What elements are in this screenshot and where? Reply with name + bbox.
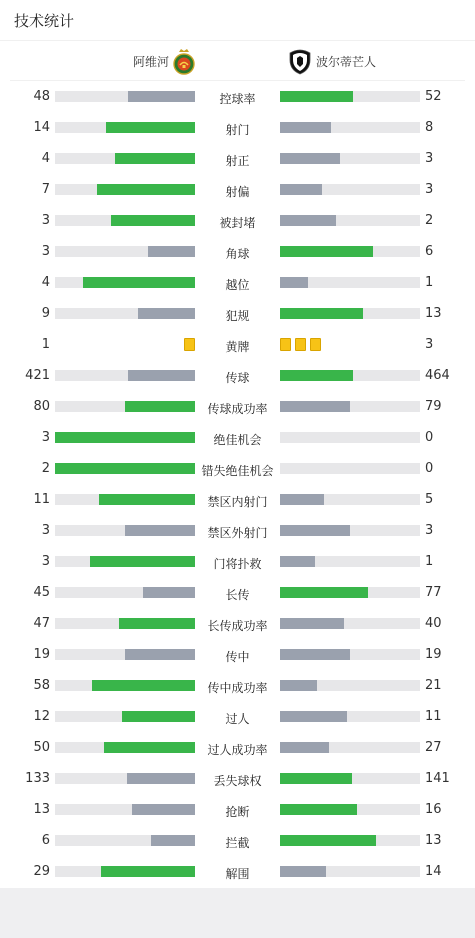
away-stat-bar-fill (280, 587, 368, 598)
away-stat-bar (280, 556, 420, 567)
stat-label: 门将扑救 (213, 557, 262, 571)
stat-label: 传球 (225, 371, 250, 385)
away-stat-bar (280, 246, 420, 257)
away-team-name: 波尔蒂芒人 (316, 55, 377, 69)
home-stat-bar-fill (111, 215, 195, 226)
home-stat-bar-fill (125, 401, 195, 412)
home-stat-value: 1 (41, 337, 50, 352)
away-stat-value: 13 (425, 833, 442, 848)
stat-row (0, 174, 475, 205)
stat-row (0, 484, 475, 515)
home-stat-value: 3 (41, 523, 50, 538)
away-stat-bar-fill (280, 804, 357, 815)
home-stat-bar-fill (99, 494, 195, 505)
away-stat-bar-fill (280, 680, 317, 691)
home-stat-bar (55, 835, 195, 846)
stat-row (0, 515, 475, 546)
stat-row (0, 670, 475, 701)
away-stat-bar (280, 277, 420, 288)
stat-row (0, 701, 475, 732)
away-stat-bar (280, 215, 420, 226)
stat-row (0, 143, 475, 174)
stat-label: 角球 (225, 247, 250, 261)
away-stat-value: 77 (425, 585, 442, 600)
stat-label: 传中 (225, 650, 250, 664)
home-stat-bar (55, 277, 195, 288)
away-stat-value: 14 (425, 864, 442, 879)
stat-label: 错失绝佳机会 (201, 464, 274, 478)
away-stat-value: 52 (425, 89, 442, 104)
home-stat-value: 133 (25, 771, 50, 786)
stat-label: 黄牌 (225, 340, 250, 354)
away-stat-bar (280, 587, 420, 598)
home-stat-bar (55, 742, 195, 753)
home-stat-bar (55, 866, 195, 877)
away-stat-value: 79 (425, 399, 442, 414)
away-stat-value: 3 (425, 151, 434, 166)
away-stat-bar (280, 804, 420, 815)
home-stat-bar (55, 618, 195, 629)
away-stat-value: 2 (425, 213, 434, 228)
stat-label: 越位 (225, 278, 250, 292)
away-stat-bar (280, 618, 420, 629)
away-stat-value: 0 (425, 430, 434, 445)
portimonense-crest-icon (288, 48, 312, 75)
home-stat-bar-fill (92, 680, 195, 691)
home-stat-value: 3 (41, 430, 50, 445)
home-stat-bar-fill (55, 463, 195, 474)
stat-label: 过人成功率 (207, 743, 268, 757)
home-stat-bar (55, 432, 195, 443)
home-stat-bar (55, 215, 195, 226)
stat-row (0, 608, 475, 639)
home-stat-value: 14 (33, 120, 50, 135)
home-stat-value: 19 (33, 647, 50, 662)
away-stat-bar (280, 401, 420, 412)
away-stat-bar (280, 432, 420, 443)
away-stat-bar (280, 308, 420, 319)
home-stat-bar-fill (125, 649, 195, 660)
away-stat-value: 1 (425, 554, 434, 569)
away-stat-value: 8 (425, 120, 434, 135)
home-stat-value: 9 (41, 306, 50, 321)
away-stat-bar (280, 866, 420, 877)
home-stat-bar-fill (55, 432, 195, 443)
home-stat-bar-fill (90, 556, 195, 567)
stat-row (0, 391, 475, 422)
home-stat-value: 13 (33, 802, 50, 817)
home-stat-bar-fill (101, 866, 195, 877)
away-stat-bar (280, 122, 420, 133)
home-stat-bar-fill (132, 804, 195, 815)
stat-label: 长传成功率 (207, 619, 268, 633)
home-stat-bar (55, 246, 195, 257)
home-stat-bar-fill (151, 835, 195, 846)
stat-row (0, 267, 475, 298)
stat-row (0, 546, 475, 577)
home-stat-bar-fill (143, 587, 195, 598)
home-stat-value: 11 (33, 492, 50, 507)
home-stat-bar (55, 556, 195, 567)
away-stat-value: 464 (425, 368, 450, 383)
away-stat-bar (280, 525, 420, 536)
away-stat-bar (280, 91, 420, 102)
rio-ave-crest-icon (172, 48, 196, 75)
stat-label: 拦截 (225, 836, 250, 850)
home-stat-bar (55, 91, 195, 102)
stat-label: 传球成功率 (207, 402, 268, 416)
away-stat-bar-fill (280, 773, 352, 784)
home-stat-value: 48 (33, 89, 50, 104)
away-stat-bar-fill (280, 277, 308, 288)
away-stat-value: 0 (425, 461, 434, 476)
away-stat-bar-fill (280, 711, 347, 722)
away-stat-bar-fill (280, 184, 322, 195)
away-stat-bar (280, 153, 420, 164)
away-yellow-cards (280, 338, 321, 351)
stat-row (0, 577, 475, 608)
home-stat-value: 12 (33, 709, 50, 724)
stat-row (0, 453, 475, 484)
home-stat-bar (55, 525, 195, 536)
home-stat-bar-fill (125, 525, 195, 536)
away-stat-value: 40 (425, 616, 442, 631)
home-stat-bar (55, 773, 195, 784)
home-stat-value: 4 (41, 275, 50, 290)
away-stat-value: 3 (425, 337, 434, 352)
away-stat-bar-fill (280, 742, 329, 753)
home-stat-bar (55, 587, 195, 598)
home-stat-bar-fill (138, 308, 195, 319)
away-stat-bar-fill (280, 308, 363, 319)
away-stat-bar-fill (280, 649, 350, 660)
stat-row (0, 298, 475, 329)
stat-row (0, 205, 475, 236)
away-stat-bar-fill (280, 835, 376, 846)
away-stat-bar-fill (280, 401, 350, 412)
stat-label: 过人 (225, 712, 250, 726)
stat-label: 抢断 (225, 805, 250, 819)
away-stat-value: 19 (425, 647, 442, 662)
stat-label: 禁区内射门 (207, 495, 268, 509)
stat-label: 控球率 (219, 92, 256, 106)
home-stat-bar-fill (119, 618, 195, 629)
away-stat-bar (280, 184, 420, 195)
away-stat-bar (280, 649, 420, 660)
home-stat-bar (55, 494, 195, 505)
stat-row (0, 422, 475, 453)
away-stat-value: 16 (425, 802, 442, 817)
away-stat-bar-fill (280, 91, 353, 102)
stat-label: 解围 (225, 867, 250, 881)
home-stat-bar-fill (128, 91, 195, 102)
home-stat-value: 3 (41, 244, 50, 259)
home-stat-value: 80 (33, 399, 50, 414)
stat-label: 禁区外射门 (207, 526, 268, 540)
yellow-card-icon (184, 338, 195, 351)
home-stat-bar (55, 649, 195, 660)
home-stat-bar-fill (128, 370, 195, 381)
away-stat-bar-fill (280, 153, 340, 164)
away-stat-value: 5 (425, 492, 434, 507)
home-stat-value: 421 (25, 368, 50, 383)
home-stat-bar (55, 711, 195, 722)
stat-row (0, 329, 475, 360)
stat-row (0, 763, 475, 794)
away-stat-bar-fill (280, 494, 324, 505)
away-stat-bar-fill (280, 122, 331, 133)
away-stat-bar-fill (280, 556, 315, 567)
stat-row (0, 732, 475, 763)
stat-label: 丢失球权 (213, 774, 262, 788)
away-stat-bar (280, 773, 420, 784)
away-stat-value: 3 (425, 182, 434, 197)
home-stat-bar-fill (127, 773, 195, 784)
away-stat-bar-fill (280, 525, 350, 536)
away-stat-bar (280, 711, 420, 722)
home-stat-bar-fill (106, 122, 195, 133)
stat-row (0, 81, 475, 112)
away-stat-value: 3 (425, 523, 434, 538)
home-stat-bar (55, 370, 195, 381)
home-stat-value: 47 (33, 616, 50, 631)
stat-row (0, 360, 475, 391)
stat-label: 犯规 (225, 309, 250, 323)
home-team-name: 阿维河 (132, 55, 169, 69)
yellow-card-icon (310, 338, 321, 351)
stat-label: 被封堵 (219, 216, 256, 230)
yellow-card-icon (280, 338, 291, 351)
home-stat-bar-fill (148, 246, 195, 257)
home-stat-value: 50 (33, 740, 50, 755)
home-stat-bar (55, 680, 195, 691)
home-yellow-cards (184, 338, 195, 351)
away-stat-value: 27 (425, 740, 442, 755)
away-stat-value: 13 (425, 306, 442, 321)
away-stat-bar (280, 742, 420, 753)
away-stat-bar-fill (280, 370, 353, 381)
home-stat-bar (55, 122, 195, 133)
home-stat-bar (55, 463, 195, 474)
home-stat-value: 2 (41, 461, 50, 476)
stat-row (0, 639, 475, 670)
home-stat-bar-fill (97, 184, 195, 195)
team-header (0, 41, 475, 81)
away-stat-bar (280, 680, 420, 691)
stat-label: 射正 (225, 154, 250, 168)
stat-row (0, 794, 475, 825)
stat-label: 射偏 (225, 185, 250, 199)
home-stat-bar (55, 153, 195, 164)
home-stat-value: 58 (33, 678, 50, 693)
home-stat-value: 29 (33, 864, 50, 879)
stat-label: 长传 (225, 588, 250, 602)
home-stat-value: 3 (41, 554, 50, 569)
away-stat-bar (280, 494, 420, 505)
away-stat-bar-fill (280, 866, 326, 877)
stat-row (0, 825, 475, 856)
home-stat-bar-fill (115, 153, 195, 164)
home-stat-bar (55, 401, 195, 412)
home-stat-value: 45 (33, 585, 50, 600)
stat-row (0, 856, 475, 887)
away-stat-bar-fill (280, 618, 344, 629)
stats-list (0, 81, 475, 887)
yellow-card-icon (295, 338, 306, 351)
away-stat-bar (280, 835, 420, 846)
home-stat-value: 6 (41, 833, 50, 848)
away-stat-bar-fill (280, 246, 373, 257)
home-stat-bar-fill (122, 711, 195, 722)
home-stat-value: 7 (41, 182, 50, 197)
home-stat-bar (55, 308, 195, 319)
stat-label: 绝佳机会 (213, 433, 262, 447)
stat-label: 传中成功率 (207, 681, 268, 695)
away-stat-bar (280, 463, 420, 474)
away-stat-value: 11 (425, 709, 442, 724)
home-stat-bar (55, 184, 195, 195)
home-stat-bar (55, 804, 195, 815)
home-stat-value: 4 (41, 151, 50, 166)
away-stat-value: 6 (425, 244, 434, 259)
home-stat-value: 3 (41, 213, 50, 228)
away-stat-value: 21 (425, 678, 442, 693)
away-stat-value: 1 (425, 275, 434, 290)
away-stat-value: 141 (425, 771, 450, 786)
home-stat-bar-fill (104, 742, 195, 753)
away-stat-bar (280, 370, 420, 381)
home-stat-bar-fill (83, 277, 195, 288)
stat-row (0, 112, 475, 143)
away-stat-bar-fill (280, 215, 336, 226)
stat-label: 射门 (225, 123, 250, 137)
stat-row (0, 236, 475, 267)
page-title: 技术统计 (14, 12, 75, 30)
